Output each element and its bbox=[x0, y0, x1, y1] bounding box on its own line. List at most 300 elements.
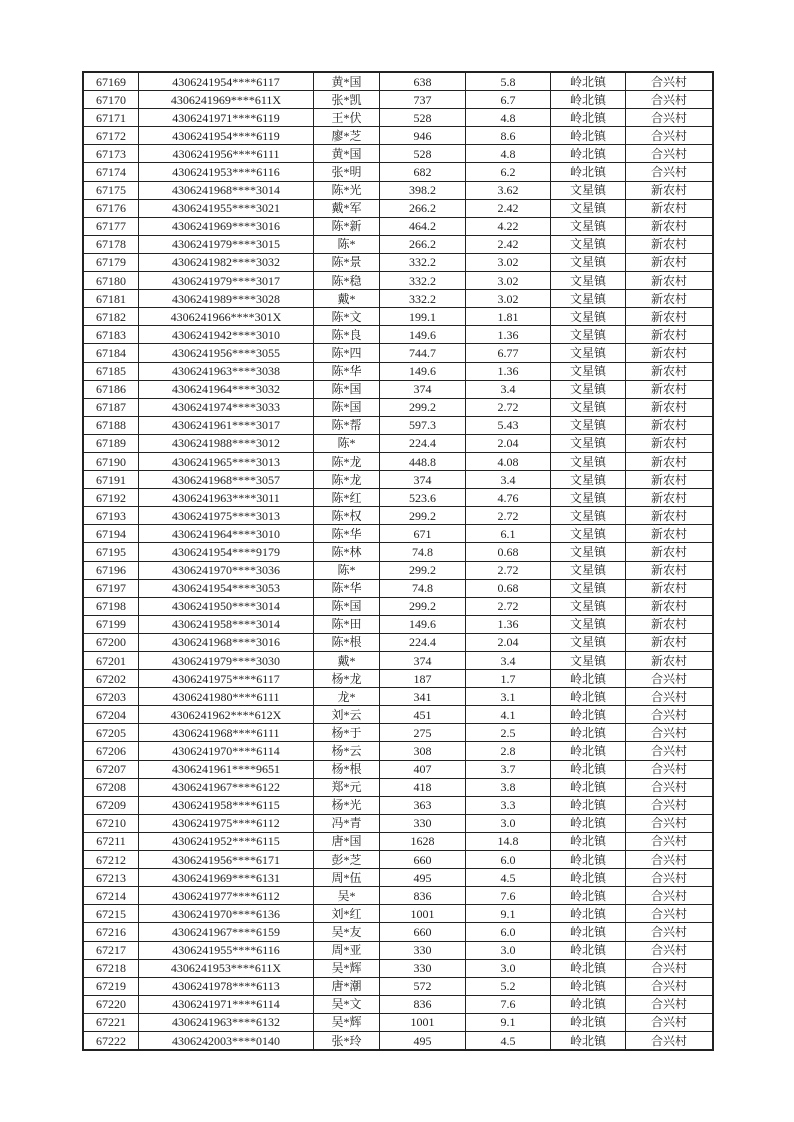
cell-id: 4306241953****611X bbox=[139, 959, 314, 977]
cell-amount: 332.2 bbox=[380, 272, 466, 290]
cell-amount: 407 bbox=[380, 760, 466, 778]
cell-amount: 528 bbox=[380, 145, 466, 163]
cell-amount: 330 bbox=[380, 941, 466, 959]
cell-amount: 597.3 bbox=[380, 416, 466, 434]
cell-seq: 67192 bbox=[84, 489, 139, 507]
table-row bbox=[84, 1013, 713, 1031]
cell-town: 岭北镇 bbox=[551, 760, 626, 778]
cell-area: 4.22 bbox=[466, 217, 551, 235]
cell-area: 2.04 bbox=[466, 434, 551, 452]
cell-village: 新农村 bbox=[626, 253, 713, 271]
cell-amount: 660 bbox=[380, 923, 466, 941]
cell-town: 文星镇 bbox=[551, 507, 626, 525]
cell-village: 新农村 bbox=[626, 362, 713, 380]
cell-amount: 299.2 bbox=[380, 398, 466, 416]
cell-town: 岭北镇 bbox=[551, 127, 626, 145]
cell-area: 6.77 bbox=[466, 344, 551, 362]
cell-id: 4306241961****3017 bbox=[139, 416, 314, 434]
table-row bbox=[84, 561, 713, 579]
table-row bbox=[84, 235, 713, 253]
cell-area: 9.1 bbox=[466, 905, 551, 923]
cell-town: 文星镇 bbox=[551, 543, 626, 561]
cell-id: 4306241953****6116 bbox=[139, 163, 314, 181]
cell-village: 合兴村 bbox=[626, 91, 713, 109]
cell-name: 陈* bbox=[314, 235, 380, 253]
table-row bbox=[84, 489, 713, 507]
cell-name: 黄*国 bbox=[314, 73, 380, 91]
cell-id: 4306241970****3036 bbox=[139, 561, 314, 579]
cell-area: 2.72 bbox=[466, 507, 551, 525]
table-row bbox=[84, 471, 713, 489]
cell-name: 龙* bbox=[314, 688, 380, 706]
cell-town: 岭北镇 bbox=[551, 706, 626, 724]
cell-seq: 67198 bbox=[84, 597, 139, 615]
cell-village: 合兴村 bbox=[626, 851, 713, 869]
cell-seq: 67170 bbox=[84, 91, 139, 109]
cell-name: 陈*景 bbox=[314, 253, 380, 271]
table-row bbox=[84, 597, 713, 615]
cell-amount: 374 bbox=[380, 652, 466, 670]
cell-amount: 299.2 bbox=[380, 597, 466, 615]
cell-amount: 341 bbox=[380, 688, 466, 706]
cell-name: 陈*华 bbox=[314, 579, 380, 597]
table-row bbox=[84, 380, 713, 398]
cell-area: 5.43 bbox=[466, 416, 551, 434]
cell-town: 岭北镇 bbox=[551, 145, 626, 163]
cell-area: 2.42 bbox=[466, 235, 551, 253]
cell-town: 文星镇 bbox=[551, 489, 626, 507]
table-row bbox=[84, 507, 713, 525]
table-row bbox=[84, 145, 713, 163]
cell-area: 6.7 bbox=[466, 91, 551, 109]
table-row bbox=[84, 308, 713, 326]
cell-id: 4306241963****3038 bbox=[139, 362, 314, 380]
cell-village: 新农村 bbox=[626, 633, 713, 651]
cell-town: 岭北镇 bbox=[551, 905, 626, 923]
cell-name: 王*伏 bbox=[314, 109, 380, 127]
table-row bbox=[84, 814, 713, 832]
cell-amount: 572 bbox=[380, 977, 466, 995]
table-row bbox=[84, 851, 713, 869]
cell-id: 4306241964****3010 bbox=[139, 525, 314, 543]
cell-name: 陈*国 bbox=[314, 380, 380, 398]
cell-name: 陈* bbox=[314, 561, 380, 579]
cell-town: 文星镇 bbox=[551, 525, 626, 543]
cell-id: 4306241970****6136 bbox=[139, 905, 314, 923]
cell-id: 4306241971****6114 bbox=[139, 995, 314, 1013]
cell-id: 4306241979****3030 bbox=[139, 652, 314, 670]
cell-village: 合兴村 bbox=[626, 778, 713, 796]
cell-town: 岭北镇 bbox=[551, 163, 626, 181]
cell-village: 新农村 bbox=[626, 290, 713, 308]
cell-area: 3.8 bbox=[466, 778, 551, 796]
cell-town: 文星镇 bbox=[551, 434, 626, 452]
cell-seq: 67186 bbox=[84, 380, 139, 398]
cell-village: 新农村 bbox=[626, 507, 713, 525]
cell-amount: 330 bbox=[380, 814, 466, 832]
cell-town: 岭北镇 bbox=[551, 724, 626, 742]
table-row bbox=[84, 326, 713, 344]
cell-name: 杨*于 bbox=[314, 724, 380, 742]
cell-name: 吴*辉 bbox=[314, 959, 380, 977]
cell-area: 2.04 bbox=[466, 633, 551, 651]
cell-area: 3.0 bbox=[466, 959, 551, 977]
cell-id: 4306241956****3055 bbox=[139, 344, 314, 362]
cell-town: 岭北镇 bbox=[551, 91, 626, 109]
cell-town: 文星镇 bbox=[551, 217, 626, 235]
table-row bbox=[84, 941, 713, 959]
cell-area: 5.8 bbox=[466, 73, 551, 91]
cell-seq: 67201 bbox=[84, 652, 139, 670]
cell-amount: 1628 bbox=[380, 832, 466, 850]
cell-name: 陈*龙 bbox=[314, 471, 380, 489]
cell-amount: 275 bbox=[380, 724, 466, 742]
cell-seq: 67220 bbox=[84, 995, 139, 1013]
cell-amount: 744.7 bbox=[380, 344, 466, 362]
cell-area: 4.8 bbox=[466, 145, 551, 163]
cell-seq: 67221 bbox=[84, 1013, 139, 1031]
cell-id: 4306241969****6131 bbox=[139, 869, 314, 887]
cell-amount: 374 bbox=[380, 380, 466, 398]
cell-amount: 682 bbox=[380, 163, 466, 181]
cell-seq: 67169 bbox=[84, 73, 139, 91]
cell-id: 4306241969****611X bbox=[139, 91, 314, 109]
cell-amount: 946 bbox=[380, 127, 466, 145]
cell-seq: 67205 bbox=[84, 724, 139, 742]
cell-town: 岭北镇 bbox=[551, 109, 626, 127]
cell-village: 新农村 bbox=[626, 272, 713, 290]
table-row bbox=[84, 832, 713, 850]
cell-name: 戴* bbox=[314, 290, 380, 308]
cell-name: 陈*根 bbox=[314, 633, 380, 651]
cell-seq: 67193 bbox=[84, 507, 139, 525]
cell-amount: 332.2 bbox=[380, 253, 466, 271]
cell-seq: 67196 bbox=[84, 561, 139, 579]
cell-name: 廖*芝 bbox=[314, 127, 380, 145]
cell-town: 文星镇 bbox=[551, 597, 626, 615]
cell-village: 合兴村 bbox=[626, 73, 713, 91]
cell-area: 6.1 bbox=[466, 525, 551, 543]
cell-amount: 418 bbox=[380, 778, 466, 796]
cell-town: 岭北镇 bbox=[551, 832, 626, 850]
cell-amount: 332.2 bbox=[380, 290, 466, 308]
cell-area: 4.5 bbox=[466, 869, 551, 887]
cell-village: 合兴村 bbox=[626, 163, 713, 181]
cell-seq: 67175 bbox=[84, 181, 139, 199]
cell-village: 新农村 bbox=[626, 308, 713, 326]
cell-id: 4306241965****3013 bbox=[139, 452, 314, 470]
cell-area: 4.5 bbox=[466, 1031, 551, 1049]
cell-seq: 67218 bbox=[84, 959, 139, 977]
cell-area: 4.76 bbox=[466, 489, 551, 507]
cell-amount: 836 bbox=[380, 887, 466, 905]
cell-id: 4306241977****6112 bbox=[139, 887, 314, 905]
cell-name: 吴*辉 bbox=[314, 1013, 380, 1031]
cell-id: 4306241988****3012 bbox=[139, 434, 314, 452]
cell-seq: 67187 bbox=[84, 398, 139, 416]
cell-amount: 149.6 bbox=[380, 362, 466, 380]
cell-seq: 67197 bbox=[84, 579, 139, 597]
cell-town: 岭北镇 bbox=[551, 959, 626, 977]
cell-village: 合兴村 bbox=[626, 109, 713, 127]
cell-id: 4306241967****6122 bbox=[139, 778, 314, 796]
cell-seq: 67194 bbox=[84, 525, 139, 543]
cell-seq: 67222 bbox=[84, 1031, 139, 1049]
cell-area: 3.7 bbox=[466, 760, 551, 778]
cell-seq: 67216 bbox=[84, 923, 139, 941]
cell-seq: 67184 bbox=[84, 344, 139, 362]
cell-town: 文星镇 bbox=[551, 652, 626, 670]
cell-village: 新农村 bbox=[626, 543, 713, 561]
cell-village: 合兴村 bbox=[626, 1013, 713, 1031]
cell-village: 新农村 bbox=[626, 398, 713, 416]
cell-seq: 67207 bbox=[84, 760, 139, 778]
cell-town: 文星镇 bbox=[551, 579, 626, 597]
cell-name: 唐*潮 bbox=[314, 977, 380, 995]
cell-village: 合兴村 bbox=[626, 995, 713, 1013]
cell-seq: 67174 bbox=[84, 163, 139, 181]
cell-village: 新农村 bbox=[626, 380, 713, 398]
cell-id: 4306241982****3032 bbox=[139, 253, 314, 271]
cell-id: 4306241955****6116 bbox=[139, 941, 314, 959]
cell-village: 合兴村 bbox=[626, 887, 713, 905]
cell-seq: 67177 bbox=[84, 217, 139, 235]
cell-town: 文星镇 bbox=[551, 380, 626, 398]
cell-town: 文星镇 bbox=[551, 398, 626, 416]
cell-village: 新农村 bbox=[626, 326, 713, 344]
cell-name: 张*玲 bbox=[314, 1031, 380, 1049]
cell-name: 刘*红 bbox=[314, 905, 380, 923]
cell-name: 陈*国 bbox=[314, 597, 380, 615]
cell-name: 陈*国 bbox=[314, 398, 380, 416]
cell-amount: 299.2 bbox=[380, 561, 466, 579]
cell-name: 郑*元 bbox=[314, 778, 380, 796]
cell-village: 合兴村 bbox=[626, 688, 713, 706]
cell-name: 陈*良 bbox=[314, 326, 380, 344]
cell-id: 4306241955****3021 bbox=[139, 199, 314, 217]
cell-seq: 67203 bbox=[84, 688, 139, 706]
cell-amount: 671 bbox=[380, 525, 466, 543]
cell-id: 4306241954****6119 bbox=[139, 127, 314, 145]
cell-amount: 1001 bbox=[380, 1013, 466, 1031]
cell-amount: 451 bbox=[380, 706, 466, 724]
cell-amount: 495 bbox=[380, 1031, 466, 1049]
cell-town: 文星镇 bbox=[551, 199, 626, 217]
cell-village: 合兴村 bbox=[626, 670, 713, 688]
cell-seq: 67209 bbox=[84, 796, 139, 814]
cell-town: 岭北镇 bbox=[551, 688, 626, 706]
cell-area: 3.1 bbox=[466, 688, 551, 706]
cell-amount: 224.4 bbox=[380, 434, 466, 452]
cell-amount: 299.2 bbox=[380, 507, 466, 525]
cell-amount: 266.2 bbox=[380, 199, 466, 217]
cell-village: 新农村 bbox=[626, 199, 713, 217]
table-row bbox=[84, 869, 713, 887]
table-row bbox=[84, 670, 713, 688]
cell-amount: 660 bbox=[380, 851, 466, 869]
cell-id: 4306241954****6117 bbox=[139, 73, 314, 91]
cell-seq: 67217 bbox=[84, 941, 139, 959]
cell-id: 4306242003****0140 bbox=[139, 1031, 314, 1049]
cell-town: 岭北镇 bbox=[551, 1013, 626, 1031]
cell-village: 新农村 bbox=[626, 217, 713, 235]
table-row bbox=[84, 272, 713, 290]
cell-name: 刘*云 bbox=[314, 706, 380, 724]
cell-amount: 737 bbox=[380, 91, 466, 109]
cell-village: 合兴村 bbox=[626, 869, 713, 887]
cell-area: 8.6 bbox=[466, 127, 551, 145]
cell-area: 4.08 bbox=[466, 452, 551, 470]
cell-town: 文星镇 bbox=[551, 471, 626, 489]
cell-area: 7.6 bbox=[466, 995, 551, 1013]
cell-town: 文星镇 bbox=[551, 326, 626, 344]
cell-seq: 67173 bbox=[84, 145, 139, 163]
cell-name: 张*凯 bbox=[314, 91, 380, 109]
cell-seq: 67181 bbox=[84, 290, 139, 308]
cell-seq: 67214 bbox=[84, 887, 139, 905]
cell-town: 岭北镇 bbox=[551, 742, 626, 760]
cell-town: 文星镇 bbox=[551, 633, 626, 651]
cell-name: 陈*权 bbox=[314, 507, 380, 525]
records-table bbox=[83, 72, 713, 1050]
cell-id: 4306241968****3016 bbox=[139, 633, 314, 651]
cell-village: 新农村 bbox=[626, 452, 713, 470]
cell-village: 新农村 bbox=[626, 181, 713, 199]
cell-id: 4306241956****6171 bbox=[139, 851, 314, 869]
cell-area: 1.36 bbox=[466, 615, 551, 633]
cell-area: 3.4 bbox=[466, 652, 551, 670]
cell-id: 4306241963****6132 bbox=[139, 1013, 314, 1031]
table-row bbox=[84, 887, 713, 905]
cell-name: 陈*华 bbox=[314, 525, 380, 543]
cell-id: 4306241942****3010 bbox=[139, 326, 314, 344]
cell-name: 陈*新 bbox=[314, 217, 380, 235]
cell-area: 6.0 bbox=[466, 851, 551, 869]
cell-village: 新农村 bbox=[626, 615, 713, 633]
cell-town: 岭北镇 bbox=[551, 670, 626, 688]
cell-area: 3.4 bbox=[466, 380, 551, 398]
cell-village: 合兴村 bbox=[626, 724, 713, 742]
cell-name: 吴*文 bbox=[314, 995, 380, 1013]
cell-village: 新农村 bbox=[626, 652, 713, 670]
cell-town: 岭北镇 bbox=[551, 887, 626, 905]
table-row bbox=[84, 543, 713, 561]
cell-seq: 67199 bbox=[84, 615, 139, 633]
cell-town: 岭北镇 bbox=[551, 796, 626, 814]
cell-village: 合兴村 bbox=[626, 905, 713, 923]
cell-id: 4306241970****6114 bbox=[139, 742, 314, 760]
table-row bbox=[84, 905, 713, 923]
cell-id: 4306241989****3028 bbox=[139, 290, 314, 308]
cell-name: 陈*光 bbox=[314, 181, 380, 199]
cell-seq: 67219 bbox=[84, 977, 139, 995]
table-row bbox=[84, 452, 713, 470]
cell-seq: 67190 bbox=[84, 452, 139, 470]
cell-seq: 67211 bbox=[84, 832, 139, 850]
table-row bbox=[84, 615, 713, 633]
cell-id: 4306241969****3016 bbox=[139, 217, 314, 235]
cell-area: 3.02 bbox=[466, 272, 551, 290]
cell-id: 4306241952****6115 bbox=[139, 832, 314, 850]
table-row bbox=[84, 253, 713, 271]
cell-seq: 67176 bbox=[84, 199, 139, 217]
cell-area: 4.8 bbox=[466, 109, 551, 127]
cell-id: 4306241978****6113 bbox=[139, 977, 314, 995]
cell-village: 新农村 bbox=[626, 344, 713, 362]
cell-town: 文星镇 bbox=[551, 452, 626, 470]
cell-village: 新农村 bbox=[626, 471, 713, 489]
table-row bbox=[84, 525, 713, 543]
cell-name: 周*亚 bbox=[314, 941, 380, 959]
cell-village: 新农村 bbox=[626, 579, 713, 597]
cell-amount: 224.4 bbox=[380, 633, 466, 651]
cell-id: 4306241967****6159 bbox=[139, 923, 314, 941]
table-row bbox=[84, 398, 713, 416]
cell-town: 文星镇 bbox=[551, 290, 626, 308]
cell-id: 4306241968****6111 bbox=[139, 724, 314, 742]
cell-id: 4306241975****6117 bbox=[139, 670, 314, 688]
cell-area: 3.02 bbox=[466, 253, 551, 271]
cell-id: 4306241966****301X bbox=[139, 308, 314, 326]
cell-village: 新农村 bbox=[626, 235, 713, 253]
cell-town: 文星镇 bbox=[551, 181, 626, 199]
cell-area: 2.72 bbox=[466, 398, 551, 416]
cell-amount: 149.6 bbox=[380, 326, 466, 344]
cell-amount: 448.8 bbox=[380, 452, 466, 470]
cell-seq: 67206 bbox=[84, 742, 139, 760]
cell-name: 陈*帮 bbox=[314, 416, 380, 434]
cell-town: 岭北镇 bbox=[551, 851, 626, 869]
table-row bbox=[84, 91, 713, 109]
cell-seq: 67171 bbox=[84, 109, 139, 127]
cell-seq: 67182 bbox=[84, 308, 139, 326]
cell-name: 陈*华 bbox=[314, 362, 380, 380]
cell-amount: 74.8 bbox=[380, 543, 466, 561]
cell-town: 岭北镇 bbox=[551, 73, 626, 91]
table-row bbox=[84, 778, 713, 796]
table-row bbox=[84, 163, 713, 181]
cell-seq: 67172 bbox=[84, 127, 139, 145]
cell-name: 陈*四 bbox=[314, 344, 380, 362]
cell-amount: 266.2 bbox=[380, 235, 466, 253]
table-row bbox=[84, 796, 713, 814]
table-row bbox=[84, 217, 713, 235]
cell-town: 岭北镇 bbox=[551, 995, 626, 1013]
cell-name: 杨*云 bbox=[314, 742, 380, 760]
cell-amount: 199.1 bbox=[380, 308, 466, 326]
cell-village: 新农村 bbox=[626, 416, 713, 434]
cell-town: 文星镇 bbox=[551, 253, 626, 271]
cell-village: 合兴村 bbox=[626, 760, 713, 778]
cell-seq: 67180 bbox=[84, 272, 139, 290]
cell-area: 6.2 bbox=[466, 163, 551, 181]
cell-id: 4306241980****6111 bbox=[139, 688, 314, 706]
cell-village: 合兴村 bbox=[626, 706, 713, 724]
cell-village: 合兴村 bbox=[626, 145, 713, 163]
cell-name: 陈*红 bbox=[314, 489, 380, 507]
cell-area: 0.68 bbox=[466, 543, 551, 561]
cell-name: 冯*青 bbox=[314, 814, 380, 832]
cell-id: 4306241975****3013 bbox=[139, 507, 314, 525]
cell-id: 4306241971****6119 bbox=[139, 109, 314, 127]
cell-name: 张*明 bbox=[314, 163, 380, 181]
cell-town: 岭北镇 bbox=[551, 923, 626, 941]
cell-area: 2.72 bbox=[466, 597, 551, 615]
cell-seq: 67200 bbox=[84, 633, 139, 651]
cell-id: 4306241974****3033 bbox=[139, 398, 314, 416]
cell-amount: 836 bbox=[380, 995, 466, 1013]
table-row bbox=[84, 995, 713, 1013]
